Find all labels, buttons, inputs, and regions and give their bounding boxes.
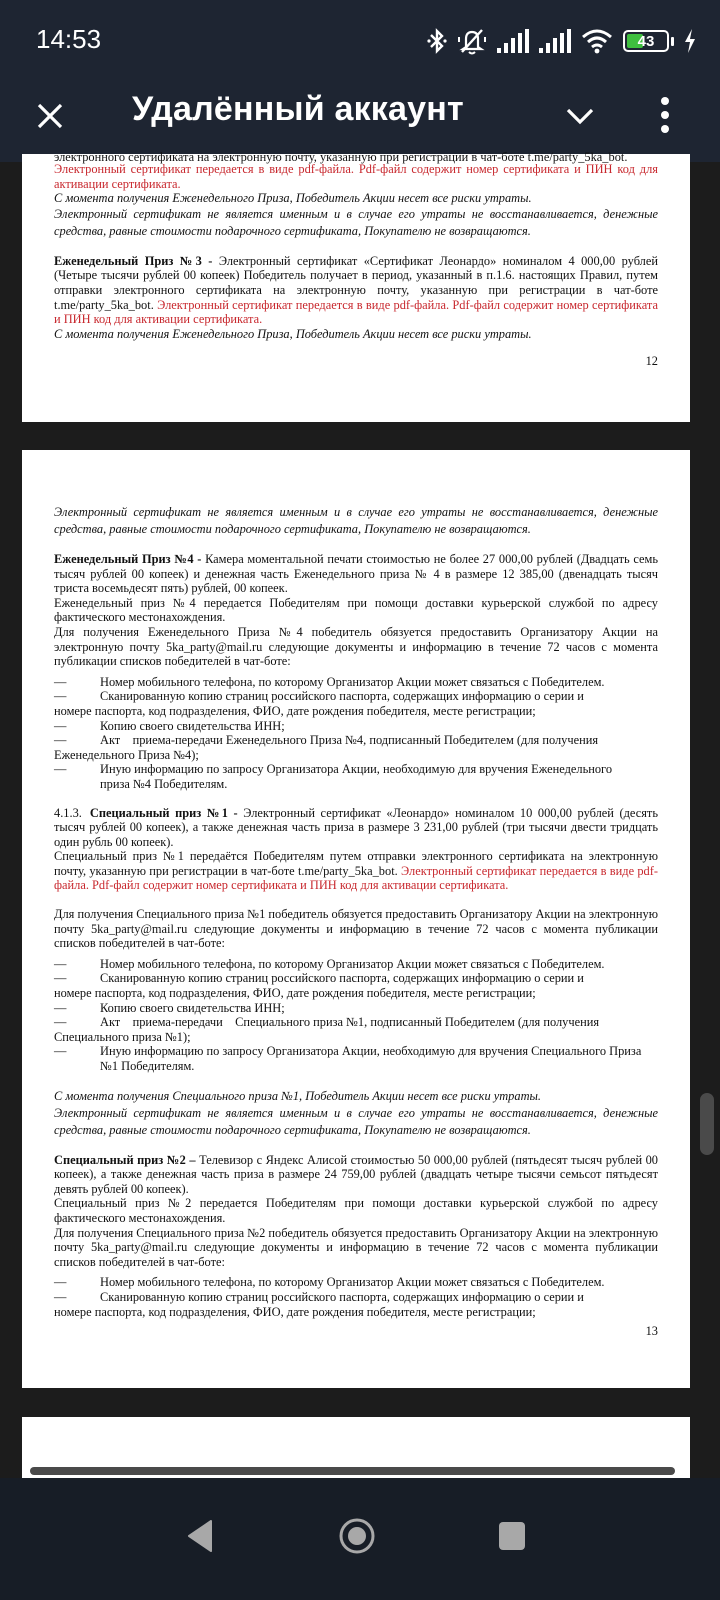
list-item: — Иную информацию по запросу Организатора Акции, необходимую для вручения Еженедельного [54, 762, 613, 777]
wifi-icon [581, 28, 613, 54]
signal-2-icon [539, 29, 571, 53]
prize-4-delivery: Еженедельный приз №4 передается Победителям при помощи доставки курьерской службой по адресу фактического местонахождения. [54, 595, 658, 625]
charging-icon [684, 29, 696, 53]
cut-off-line: электронного сертификата на электронную почту, указанную при регистрации в чат-боте t.me/party_5ka_bot. [54, 150, 628, 164]
special-prize-1-docs-list [54, 957, 658, 1074]
page-number: 12 [645, 354, 658, 368]
home-button[interactable] [327, 1506, 387, 1566]
special-prize-1-paragraph [54, 806, 658, 850]
battery-icon [623, 30, 674, 52]
prize-4-paragraph [54, 552, 658, 596]
prize-4-docs-intro: Для получения Еженедельного Приза №4 победитель обязуется предоставить Организатору Акции на электронную почту 5ka_party@mail.ru следующие документы и информацию в течение 72 часов с момента публикации списков победителей в чат-боте: [54, 624, 658, 669]
list-item: — Акт приема-передачи Специального приза №1, подписанный Победителем (для получения [54, 1015, 600, 1030]
navigation-bar [0, 1478, 720, 1600]
list-item: — Сканированную копию страниц российского паспорта, содержащих информацию о серии и [54, 689, 584, 704]
list-item: — Номер мобильного телефона, по которому Организатор Акции может связаться с Победителем. [54, 1275, 605, 1290]
special-prize-2-docs-intro: Для получения Специального приза №2 победитель обязуется предоставить Организатору Акции на электронную почту 5ka_party@mail.ru следующие документы и информацию в течение 72 часов с момента публикации списков победителей в чат-боте: [54, 1225, 658, 1269]
special-prize-2-title: Специальный приз №2 – [54, 1152, 196, 1167]
special-prize-1-docs-intro: Для получения Специального приза №1 победитель обязуется предоставить Организатору Акции на электронную почту 5ka_party@mail.ru следующие документы и информацию в течение 72 часов с момента публикации списков победителей в чат-боте: [54, 907, 658, 951]
list-item: — Копию своего свидетельства ИНН; [54, 1000, 285, 1015]
non-nominal-note: Электронный сертификат не является именным и в случае его утраты не восстанавливается, денежные средства, равные стоимости подарочного сертификата, Покупателю не возвращаются. [54, 505, 658, 536]
list-item-continuation: номере паспорта, код подразделения, ФИО, дате рождения победителя, месте регистрации; [54, 703, 536, 718]
horizontal-scrollbar[interactable] [30, 1467, 675, 1475]
list-item: — Иную информацию по запросу Организатора Акции, необходимую для вручения Специального Приза [54, 1044, 642, 1059]
prize-3-risk: С момента получения Еженедельного Приза, Победитель Акции несет все риски утраты. [54, 326, 532, 341]
bluetooth-icon [427, 28, 447, 54]
more-options-button[interactable] [650, 90, 680, 140]
pdf-note-red: Электронный сертификат передается в виде pdf-файла. Pdf-файл содержит номер сертификата и ПИН код для активации сертификата. [54, 162, 658, 191]
muted-bell-icon [457, 27, 487, 55]
more-vert-icon [661, 97, 669, 105]
prize-4-docs-list [54, 675, 658, 792]
special-prize-2-delivery: Специальный приз №2 передается Победителям при помощи доставки курьерской службой по адресу фактического местонахождения. [54, 1196, 658, 1225]
status-time: 14:53 [36, 24, 102, 54]
list-item: — Сканированную копию страниц российского паспорта, содержащих информацию о серии и [54, 971, 584, 986]
special-prize-1-text: Электронный сертификат «Леонардо» номиналом 10 000,00 рублей (десять тысяч рублей 00 копеек), а также денежная часть приза в размере 3 231,00 рублей (три тысячи двести тридцать один рубль 00 копеек). [54, 805, 658, 849]
special-prize-1-delivery: Специальный приз №1 передаётся Победителям путем отправки электронного сертификата на электронную почту, указанную при регистрации в чат-боте t.me/party_5ka_bot. Электронный сертификат передается в виде pdf-файла. Pdf-файл содержит номер сертификата и ПИН код для активации сертификата. [54, 849, 659, 893]
recents-button[interactable] [482, 1506, 542, 1566]
pdf-page-12 [22, 150, 690, 422]
app-title: Удалённый аккаунт [132, 90, 464, 128]
risk-note: С момента получения Еженедельного Приза, Победитель Акции несет все риски утраты. [54, 191, 532, 206]
prize-3-title: Еженедельный Приз №3 - [54, 253, 213, 268]
vertical-scrollbar[interactable] [700, 1093, 714, 1155]
battery-percent: 43 [637, 32, 655, 50]
prize-4-text: Камера моментальной печати стоимостью не более 27 000,00 рублей (Двадцать семь тысяч рублей 00 копеек) и денежная часть Еженедельного приза № 4 в размере 12 385,00 (двенадцать тысяч триста восемьдесят пять) рублей, 00 копеек. [54, 552, 658, 596]
back-button[interactable] [170, 1506, 230, 1566]
special-prize-2-paragraph [54, 1153, 658, 1197]
signal-1-icon [497, 29, 529, 53]
non-nominal-note: Электронный сертификат не является именным и в случае его утраты не восстанавливается, денежные средства, равные стоимости подарочного сертификата, Покупателю не возвращаются. [54, 206, 658, 238]
chevron-down-icon [565, 106, 595, 126]
close-icon [36, 102, 64, 130]
back-triangle-icon [185, 1519, 215, 1553]
status-bar [0, 0, 720, 80]
list-item: — Копию своего свидетельства ИНН; [54, 718, 285, 733]
list-item: — Номер мобильного телефона, по которому Организатор Акции может связаться с Победителем. [54, 674, 605, 689]
list-item: — Сканированную копию страниц российского паспорта, содержащих информацию о серии и [54, 1289, 584, 1304]
list-item-continuation: Еженедельного Приза №4); [54, 747, 199, 762]
special-prize-1-title: Специальный приз №1 - [89, 805, 238, 820]
list-item-continuation: Специального приза №1); [54, 1029, 191, 1044]
close-button[interactable] [28, 94, 72, 138]
special-prize-2-docs-list [54, 1275, 658, 1319]
pdf-viewer[interactable] [0, 150, 720, 1492]
recents-square-icon [498, 1521, 526, 1551]
home-circle-icon [337, 1516, 377, 1556]
status-icons [427, 24, 696, 58]
list-item: — Номер мобильного телефона, по которому Организатор Акции может связаться с Победителем. [54, 956, 605, 971]
list-item-continuation: номере паспорта, код подразделения, ФИО, дате рождения победителя, месте регистрации; [54, 986, 536, 1001]
page-number: 13 [645, 1324, 658, 1338]
pdf-page-13 [22, 450, 690, 1388]
special-prize-2-text: Телевизор с Яндекс Алисой стоимостью 50 000,00 рублей (пятьдесят тысяч рублей 00 копеек), а также денежная часть приза в размере 24 759,00 рублей (двадцать четыре тысячи семьсот пятьдесят девять рублей 00 копеек). [54, 1152, 658, 1196]
dropdown-button[interactable] [558, 94, 602, 138]
prize-3-text: Электронный сертификат «Сертификат Леонардо» номиналом 4 000,00 рублей (Четыре тысячи рублей 00 копеек) Победитель получает в период, указанный в п.1.6. настоящих Правил, путем отправки электронного сертификата на электронную почту, указанную при регистрации в чат-боте t.me/party_5ka_bot. [54, 253, 658, 312]
section-number: 4.1.3. [54, 805, 82, 820]
list-item-continuation: №1 Победителям. [100, 1059, 195, 1073]
list-item-continuation: приза №4 Победителям. [100, 776, 228, 791]
list-item: — Акт приема-передачи Еженедельного Приза №4, подписанный Победителем (для получения [54, 733, 599, 748]
special-prize-1-red-note: Электронный сертификат передается в виде pdf-файла. Pdf-файл содержит номер сертификата и ПИН код для активации сертификата. [54, 863, 659, 893]
prize-4-title: Еженедельный Приз №4 - [54, 552, 202, 566]
special-prize-1-non-nominal: Электронный сертификат не является именным и в случае его утраты не восстанавливается, денежные средства, равные стоимости подарочного сертификата, Покупателю не возвращаются. [54, 1105, 658, 1137]
list-item-continuation: номере паспорта, код подразделения, ФИО, дате рождения победителя, месте регистрации; [54, 1304, 536, 1319]
special-prize-1-risk: С момента получения Специального приза №1, Победитель Акции несет все риски утраты. [54, 1088, 542, 1103]
prize-3-red-note: Электронный сертификат передается в виде pdf-файла. Pdf-файл содержит номер сертификата и ПИН код для активации сертификата. [54, 297, 658, 327]
prize-3-paragraph [54, 254, 658, 327]
